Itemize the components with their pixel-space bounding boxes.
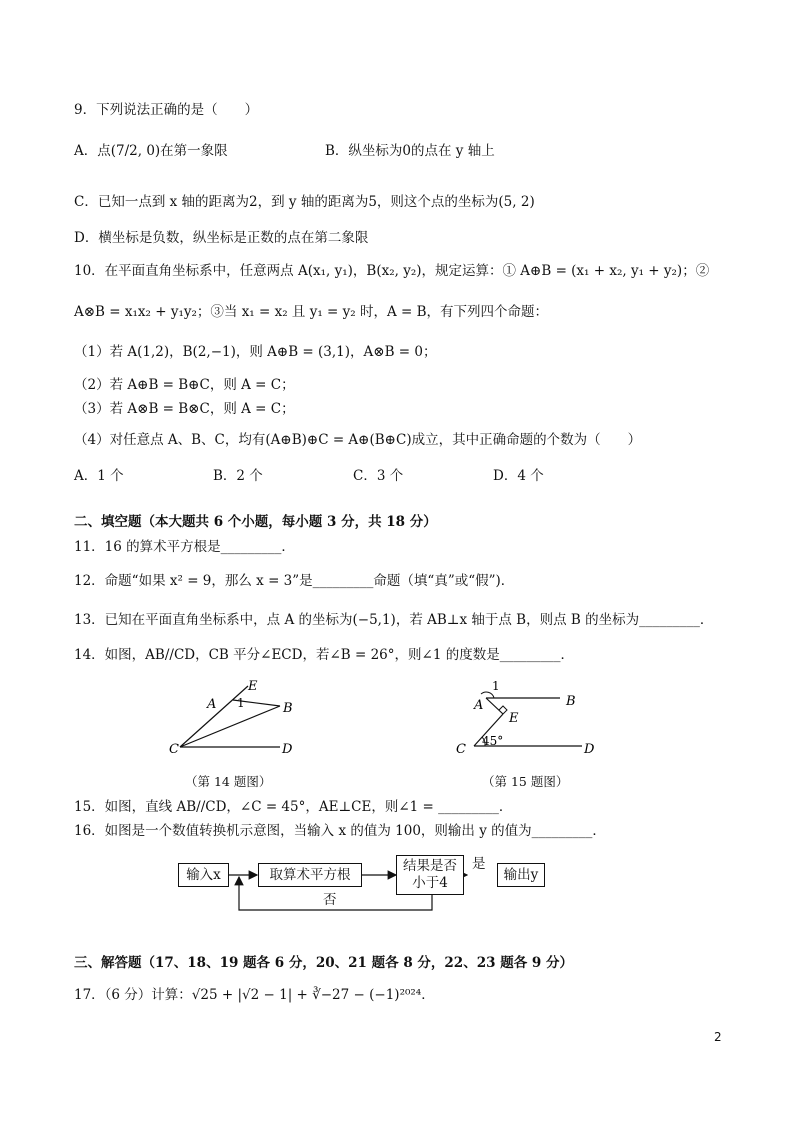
figure-15-caption: （第 15 题图）	[482, 774, 569, 789]
label-a: A	[207, 697, 217, 712]
q12: 12．命题“如果 x² = 9，那么 x = 3”是_________命题（填“真”或“假”)．	[74, 573, 515, 589]
q9-option-d: D．横坐标是负数，纵坐标是正数的点在第二象限	[74, 230, 369, 246]
right-angle-mark	[499, 706, 507, 714]
q14: 14．如图，AB//CD，CB 平分∠ECD，若∠B = 26°，则∠1 的度数是_________．	[74, 647, 574, 663]
flow-sqrt-box	[258, 863, 362, 887]
label-e: E	[248, 679, 258, 694]
q9-option-c: C．已知一点到 x 轴的距离为2，到 y 轴的距离为5，则这个点的坐标为(5, 2)	[74, 194, 535, 210]
figure-14-caption: （第 14 题图）	[185, 774, 272, 789]
flow-yes-label: 是	[472, 856, 486, 872]
q10-option-c: C．3 个	[353, 468, 404, 484]
flow-sqrt-text: 取算术平方根	[269, 866, 351, 883]
q15: 15．如图，直线 AB//CD，∠C = 45°，AE⊥CE，则∠1 = _________．	[74, 799, 513, 815]
label-d: D	[584, 742, 595, 757]
label-angle-1: 1	[492, 679, 500, 693]
label-c: C	[169, 742, 179, 757]
q10-option-a: A．1 个	[74, 468, 124, 484]
q11: 11．16 的算术平方根是_________．	[74, 539, 295, 555]
page-number: 2	[714, 1030, 722, 1044]
label-d: D	[282, 742, 293, 757]
q17: 17．（6 分）计算：√25 + |√2 − 1| + ∛−27 − (−1)²⁰²⁴．	[74, 987, 435, 1003]
flow-input-box: 输入x	[178, 863, 229, 887]
label-e: E	[509, 711, 519, 726]
label-angle-1: 1	[237, 696, 245, 710]
label-b: B	[283, 701, 293, 716]
line-ae	[486, 698, 503, 714]
section3-title: 三、解答题（17、18、19 题各 6 分，20、21 题各 8 分，22、23 题各 9 分）	[74, 955, 573, 971]
q16: 16．如图是一个数值转换机示意图，当输入 x 的值为 100，则输出 y 的值为_________．	[74, 823, 606, 839]
q9-stem: 9．下列说法正确的是（ ）	[74, 102, 259, 118]
label-c: C	[456, 742, 466, 757]
flow-no-label: 否	[323, 892, 337, 908]
q10-proposition-2: （2）若 A⊕B = B⊕C，则 A = C；	[74, 377, 295, 393]
figure-15	[448, 676, 608, 764]
q10-option-d: D．4 个	[493, 468, 544, 484]
label-b: B	[566, 694, 576, 709]
q9-option-a: A．点(7/2, 0)在第一象限	[74, 143, 228, 159]
q10-proposition-3: （3）若 A⊗B = B⊗C，则 A = C；	[74, 401, 295, 417]
q10-option-b: B．2 个	[213, 468, 263, 484]
q13: 13．已知在平面直角坐标系中，点 A 的坐标为(−5,1)，若 AB⊥x 轴于点 B，则点 B 的坐标为_________．	[74, 612, 714, 628]
q10-stem-line1: 10．在平面直角坐标系中，任意两点 A(x₁, y₁)，B(x₂, y₂)，规定运算：① A⊕B = (x₁ + x₂, y₁ + y₂)；②	[74, 263, 710, 279]
q10-stem-line2: A⊗B = x₁x₂ + y₁y₂；③当 x₁ = x₂ 且 y₁ = y₂ 时，A = B，有下列四个命题：	[74, 304, 549, 320]
flow-decision-line2: 小于4	[412, 875, 448, 891]
flow-decision-line1: 结果是否	[403, 858, 457, 874]
q9-option-b: B．纵坐标为0的点在 y 轴上	[325, 143, 495, 159]
q10-proposition-1: （1）若 A(1,2)，B(2,−1)，则 A⊕B = (3,1)，A⊗B = 0；	[74, 344, 437, 360]
figure-14	[160, 676, 310, 764]
flow-decision-box	[396, 855, 464, 895]
q10-proposition-4: （4）对任意点 A、B、C，均有(A⊕B)⊕C = A⊕(B⊕C)成立，其中正确命题的个数为（ ）	[74, 432, 642, 448]
label-a: A	[474, 698, 484, 713]
section2-title: 二、填空题（本大题共 6 个小题，每小题 3 分，共 18 分）	[74, 514, 437, 530]
line-cb	[180, 706, 280, 747]
label-angle-45: 45°	[482, 734, 504, 748]
flow-output-box: 输出y	[497, 863, 545, 887]
